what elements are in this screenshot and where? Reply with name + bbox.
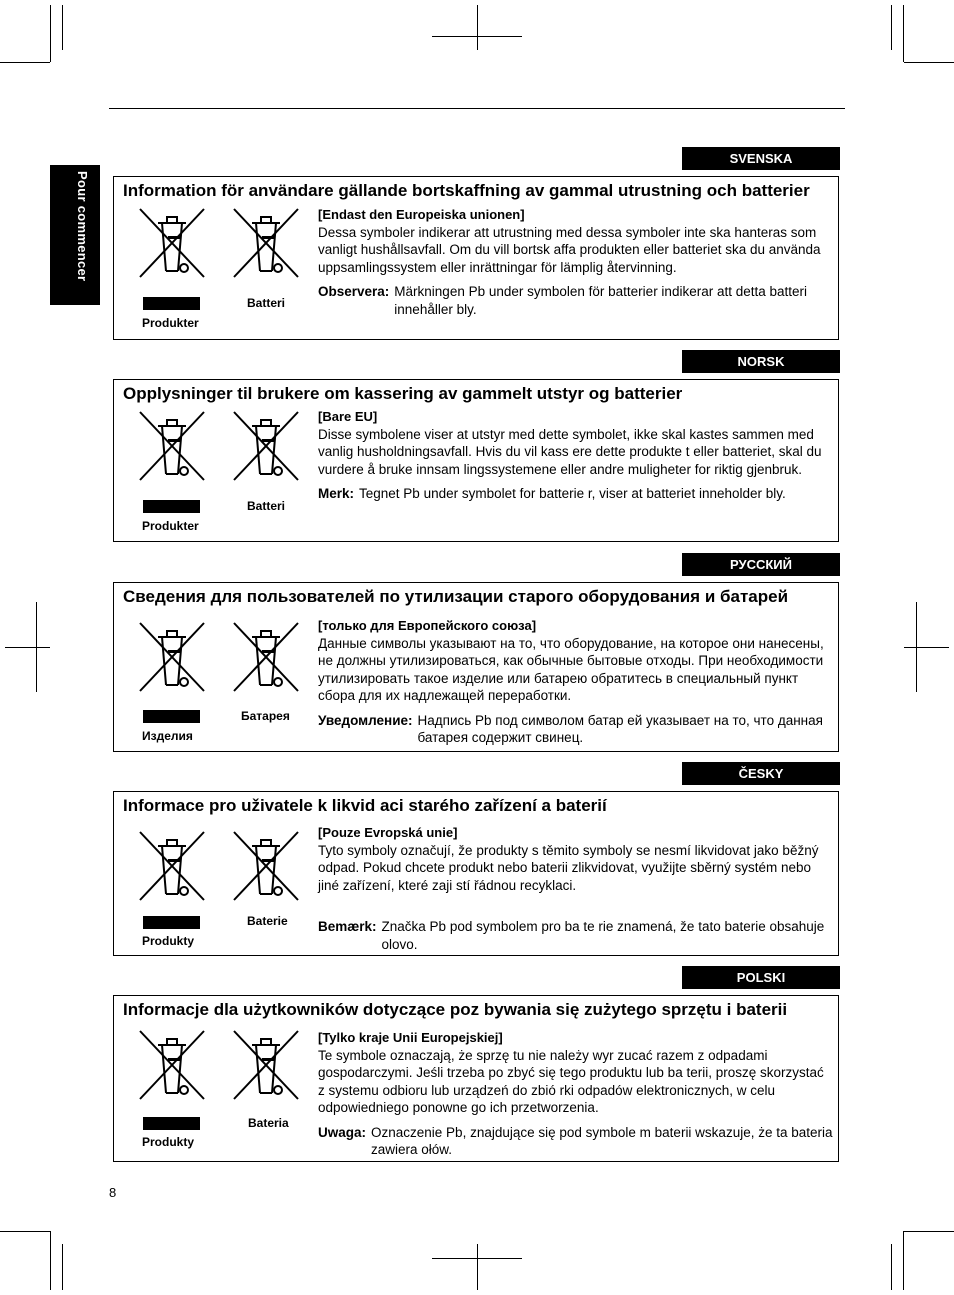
language-tag: ČESKY (682, 762, 840, 785)
info-box (113, 379, 839, 542)
note (318, 485, 834, 503)
crossed-bin-icon (230, 1029, 302, 1101)
crop-mark (62, 1244, 63, 1290)
black-bar (143, 500, 200, 513)
language-tag: NORSK (682, 350, 840, 373)
product-caption: Produkty (142, 934, 195, 948)
note (318, 283, 834, 318)
region-heading: [Bare EU] (318, 409, 378, 424)
note-text: Надпись Pb под символом батар ей указывает на то, что данная батарея содержит свинец. (417, 712, 823, 745)
battery-caption: Батарея (241, 709, 290, 723)
note-label: Уведомление: (318, 712, 413, 728)
black-bar (143, 297, 200, 310)
battery-caption: Bateria (248, 1116, 289, 1130)
crossed-bin-icon (230, 621, 302, 693)
product-caption: Изделия (142, 729, 193, 743)
body-text: Disse symbolene viser at utstyr med dette symbolet, ikke skal kastes sammen med vanlig husholdningsavfall. Hvis du vil kass ere dette produkte t eller batteriet, skal du vurdere å bruke innsam lingssystemene eller andre muligheter for riktig gjenbruk. (318, 426, 822, 477)
crossed-bin-icon (136, 830, 208, 902)
note-label: Uwaga: (318, 1124, 367, 1140)
crossed-bin-icon (136, 410, 208, 482)
text-column (318, 408, 834, 503)
crop-mark (904, 647, 949, 648)
side-tab-label: Pour commencer (75, 171, 90, 282)
note-text: Značka Pb pod symbolem pro ba te rie znamená, že tato baterie obsahuje olovo. (381, 919, 825, 952)
section-title: Informace pro uživatele k likvid aci starého zařízení a baterií (123, 796, 607, 815)
section-title: Opplysninger til brukere om kassering av gammelt utstyr og batterier (123, 384, 683, 403)
body-text: Te symbole oznaczają, że sprzę tu nie należy wyr zucać razem z odpadami gospodarczymi. Jeśli trzeba po zbyć się tego produktu lub ba terii, proszę skorzystać z systemu odbioru lub urządzeń do zbió rki odpadów elektronicznych, w celu odpowiedniego ponowne go ich przetworzenia. (318, 1047, 824, 1115)
crop-mark (50, 5, 51, 62)
text-column (318, 1029, 834, 1159)
text-column (318, 824, 834, 953)
crop-mark (62, 5, 63, 50)
crop-mark (477, 5, 478, 50)
note-text: Märkningen Pb under symbolen för batterier indikerar att detta batteri innehåller bly. (394, 284, 808, 317)
crop-mark (904, 1231, 954, 1232)
language-tag: SVENSKA (682, 147, 840, 170)
note-label: Bemærk: (318, 919, 377, 934)
crop-mark (0, 1231, 50, 1232)
info-box (113, 582, 839, 752)
crop-mark (0, 62, 50, 63)
crop-mark (904, 62, 954, 63)
language-tag: РУССКИЙ (682, 553, 840, 576)
section-title: Informacje dla użytkowników dotyczące poz bywania się zużytego sprzętu i baterii (123, 1000, 788, 1019)
region-heading: [Endast den Europeiska unionen] (318, 207, 525, 222)
product-caption: Produkty (142, 1135, 195, 1149)
battery-caption: Batteri (247, 499, 286, 513)
note-text: Oznaczenie Pb, znajdujące się pod symbole m baterii wskazuje, że ta bateria zawiera ołów. (371, 1124, 833, 1157)
crop-mark (903, 1231, 904, 1290)
crop-mark (36, 602, 37, 692)
product-caption: Produkter (142, 316, 199, 330)
crop-mark (916, 602, 917, 692)
page-number: 8 (109, 1185, 117, 1200)
battery-caption: Batteri (247, 296, 286, 310)
section-title: Information för användare gällande bortskaffning av gammal utrustning och batterier (123, 181, 810, 200)
note (318, 918, 834, 953)
crop-mark (891, 1244, 892, 1290)
product-caption: Produkter (142, 519, 199, 533)
language-tag: POLSKI (682, 966, 840, 989)
section-title: Сведения для пользователей по утилизации старого оборудования и батарей (123, 587, 789, 606)
text-column (318, 617, 834, 747)
body-text: Dessa symboler indikerar att utrustning med dessa symboler inte ska hanteras som vanligt hushållsavfall. Om du vill bortsk affa produkten eller batteriet ska du använda uppsamlingssystem eller inrättningar för lämplig återvinning. (318, 224, 821, 275)
crossed-bin-icon (136, 207, 208, 279)
info-box (113, 791, 839, 956)
crossed-bin-icon (136, 621, 208, 693)
note-text: Tegnet Pb under symbolet for batterie r, viser at batteriet inneholder bly. (359, 486, 786, 501)
crop-mark (50, 1231, 51, 1290)
side-tab (50, 165, 100, 305)
black-bar (143, 916, 200, 929)
black-bar (143, 710, 200, 723)
crossed-bin-icon (136, 1029, 208, 1101)
crossed-bin-icon (230, 410, 302, 482)
text-column (318, 206, 834, 318)
crossed-bin-icon (230, 830, 302, 902)
crop-mark (477, 1244, 478, 1290)
crop-mark (891, 5, 892, 50)
note (318, 1124, 834, 1159)
region-heading: [Pouze Evropská unie] (318, 825, 458, 840)
region-heading: [Tylko kraje Unii Europejskiej] (318, 1030, 503, 1045)
note-label: Observera: (318, 284, 390, 299)
region-heading: [только для Европейского союза] (318, 618, 537, 633)
body-text: Данные символы указывают на то, что оборудование, на которое они нанесены, не должны утилизироваться, как обычные бытовые отходы. При необходимости утилизировать такое изделие или батарею обратитесь в специальный пункт сбора для их надлежащей переработки. (318, 635, 824, 703)
info-box (113, 176, 839, 340)
black-bar (143, 1117, 200, 1130)
info-box (113, 995, 839, 1162)
crop-mark (5, 647, 50, 648)
crossed-bin-icon (230, 207, 302, 279)
body-text: Tyto symboly označují, že produkty s těmito symboly se nesmí likvidovat jako běžný odpad. Pokud chcete produkt nebo baterii zlikvidovat, využijte sběrný systém nebo jiné zařízení, které zaji stí řádnou recyklaci. (318, 842, 819, 893)
header-rule (109, 108, 845, 109)
battery-caption: Baterie (247, 914, 288, 928)
note-label: Merk: (318, 486, 355, 501)
crop-mark (903, 5, 904, 62)
note (318, 712, 834, 747)
